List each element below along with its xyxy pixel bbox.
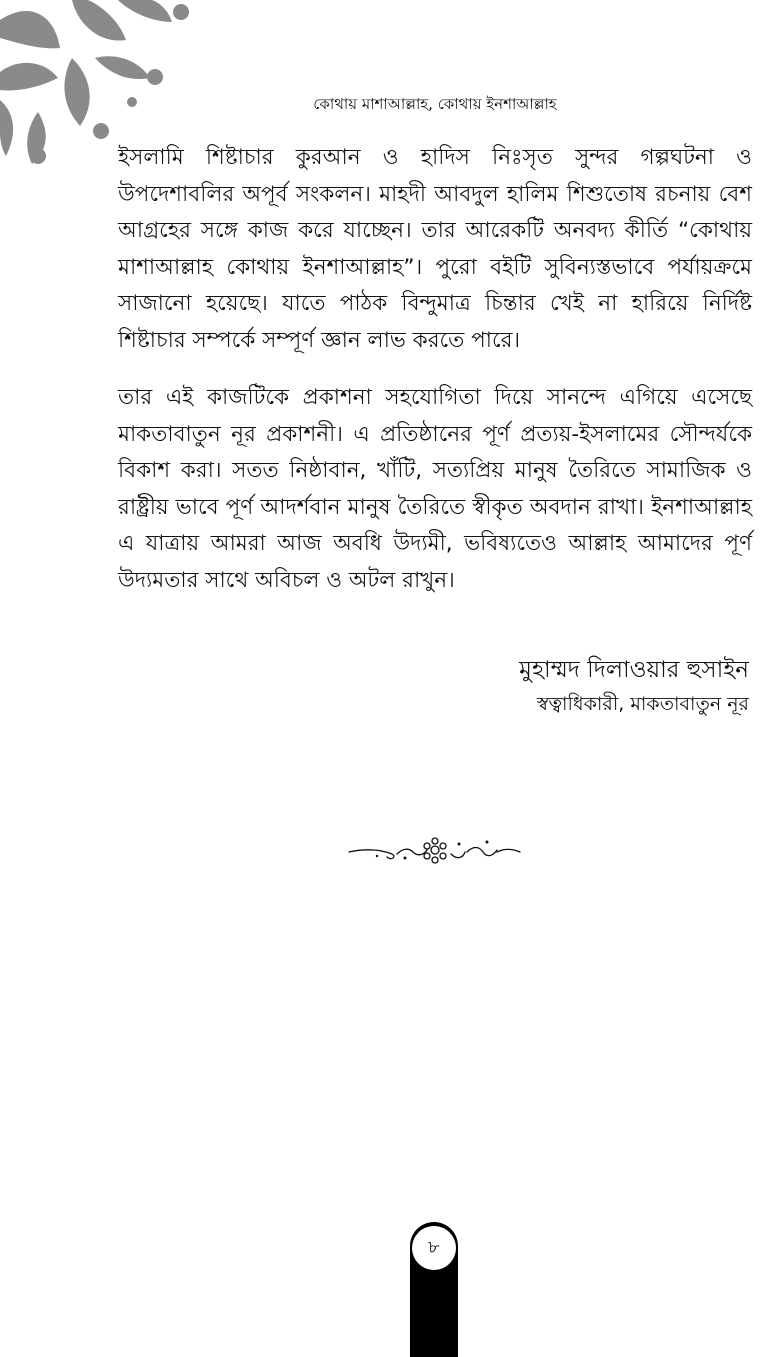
signature-name: মুহাম্মদ দিলাওয়ার হুসাইন — [519, 657, 749, 683]
paragraph-1: ইসলামি শিষ্টাচার কুরআন ও হাদিস নিঃসৃত সুন্দর গল্পঘটনা ও উপদেশাবলির অপূর্ব সংকলন। মাহদী আবদুল হালিম শিশুতোষ রচনায় বেশ আগ্রহের সঙ্গে কাজ করে যাচ্ছেন। তার আরেকটি অনবদ্য কীর্তি “কোথায় মাশাআল্লাহ কোথায় ইনশাআল্লাহ”। পুরো বইটি সুবিন্যস্তভাবে পর্যায়ক্রমে সাজানো হয়েছে। যাতে পাঠক বিন্দুমাত্র চিন্তার খেই না হারিয়ে নির্দিষ্ট শিষ্টাচার সম্পর্কে সম্পূর্ণ জ্ঞান লাভ করতে পারে। — [118, 145, 752, 353]
paragraph-2: তার এই কাজটিকে প্রকাশনা সহযোগিতা দিয়ে সানন্দে এগিয়ে এসেছে মাকতাবাতুন নূর প্রকাশনী। এ প্রতিষ্ঠানের পূর্ণ প্রত্যয়-ইসলামের সৌন্দর্যকে বিকাশ করা। সতত নিষ্ঠাবান, খাঁটি, সত্যপ্রিয় মানুষ তৈরিতে সামাজিক ও রাষ্ট্রীয় ভাবে পূর্ণ আদর্শবান মানুষ তৈরিতে স্বীকৃত অবদান রাখা। ইনশাআল্লাহ এ যাত্রায় আমরা আজ অবধি উদ্যমী, ভবিষ্যতেও আল্লাহ আমাদের পূর্ণ উদ্যমতার সাথে অবিচল ও অটল রাখুন। — [118, 385, 752, 593]
running-header: কোথায় মাশাআল্লাহ, কোথায় ইনশাআল্লাহ — [313, 95, 557, 113]
floral-divider-ornament — [347, 830, 522, 870]
body-text — [118, 140, 752, 599]
page-number: ৮ — [412, 1226, 456, 1270]
signature-title: স্বত্বাধিকারী, মাকতাবাতুন নূর — [536, 693, 749, 715]
signature-block — [519, 652, 749, 720]
